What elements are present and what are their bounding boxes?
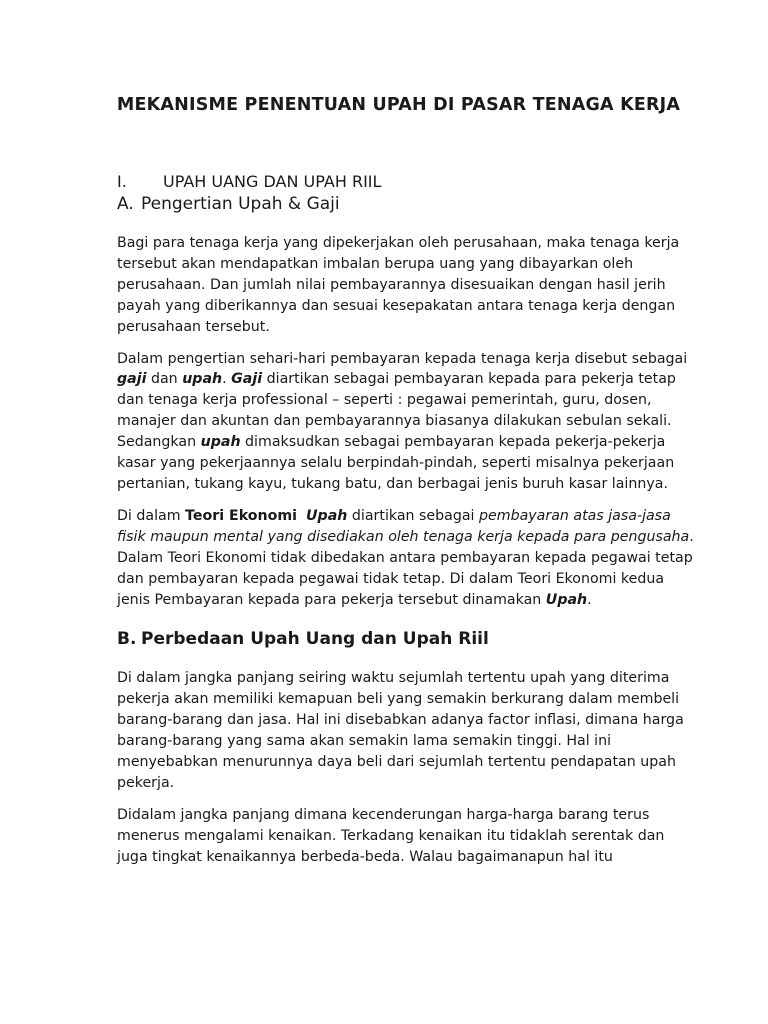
text-run: . [222, 371, 232, 388]
subsection-letter: B. [117, 629, 137, 650]
paragraph-5: Didalam jangka panjang dimana kecenderungan harga-harga barang terus menerus mengalami kenaikan. Terkadang kenaikan itu tidaklah serentak dan juga tingkat kenaikannya berbeda-beda. Walau bagaimanapun hal itu [117, 806, 665, 865]
text-run: . [587, 591, 592, 608]
section-number: I. [117, 172, 127, 191]
document-title: MEKANISME PENENTUAN UPAH DI PASAR TENAGA KERJA [116, 95, 681, 115]
subsection-heading-b [117, 628, 698, 650]
text-run: Di dalam [117, 507, 186, 524]
term-upah: Upah [306, 507, 348, 524]
term-teori-ekonomi: Teori Ekonomi [185, 507, 297, 524]
paragraph-2 [117, 349, 698, 495]
text-run: diartikan sebagai [347, 507, 480, 524]
paragraph-1: Bagi para tenaga kerja yang dipekerjakan oleh perusahaan, maka tenaga kerja tersebut akan mendapatkan imbalan berupa uang yang dibayarkan oleh perusahaan. Dan jumlah nilai pembayarannya disesuaikan dengan hasil jerih payah yang diberikannya dan sesuai kesepakatan antara tenaga kerja dengan perusahaan tersebut. [117, 235, 680, 335]
paragraph-3 [117, 506, 698, 611]
text-run: Dalam pengertian sehari-hari pembayaran kepada tenaga kerja disebut sebagai [117, 350, 688, 367]
term-upah: upah [182, 371, 223, 388]
subsection-heading-a [117, 193, 698, 215]
term-gaji: Gaji [231, 371, 263, 388]
term-upah: upah [200, 434, 241, 451]
text-run: dimaksudkan sebagai pembayaran kepada pekerja-pekerja kasar yang pekerjaannya selalu berpindah-pindah, seperti misalnya pekerjaan pertanian, tukang kayu, tukang batu, dan berbagai jenis buruh kasar lainnya. [117, 434, 675, 492]
paragraph-4: Di dalam jangka panjang seiring waktu sejumlah tertentu upah yang diterima pekerja akan memiliki kemapuan beli yang semakin berkurang dalam membeli barang-barang dan jasa. Hal ini disebabkan adanya factor inflasi, dimana harga barang-barang yang sama akan semakin lama semakin tinggi. Hal ini menyebabkan menurunnya daya beli dari sejumlah tertentu pendapatan upah pekerja. [117, 670, 684, 791]
text-run: diartikan sebagai pembayaran kepada para pekerja tetap dan tenaga kerja professional – seperti : pegawai pemerintah, guru, dosen, manajer dan akuntan dan pembayarannya biasanya dilakukan sebulan sekali. Sedangkan [117, 371, 676, 451]
text-run: . Dalam Teori Ekonomi tidak dibedakan antara pembayaran kepada pegawai tetap dan pembayaran kepada pegawai tidak tetap. Di dalam Teori Ekonomi kedua jenis Pembayaran kepada para pekerja tersebut dinamakan [117, 528, 694, 608]
term-upah: Upah [545, 591, 588, 608]
term-gaji: gaji [117, 371, 147, 388]
subsection-letter: A. [117, 194, 134, 214]
definition-italic: pembayaran atas jasa-jasa fisik maupun mental yang disediakan oleh tenaga kerja kepada para pengusaha [117, 507, 690, 545]
text-run: dan [146, 371, 183, 388]
section-title: UPAH UANG DAN UPAH RIIL [163, 172, 382, 191]
section-heading-1 [117, 172, 698, 192]
subsection-title: Pengertian Upah & Gaji [141, 194, 340, 214]
text-run [297, 508, 306, 524]
subsection-title: Perbedaan Upah Uang dan Upah Riil [141, 629, 489, 650]
